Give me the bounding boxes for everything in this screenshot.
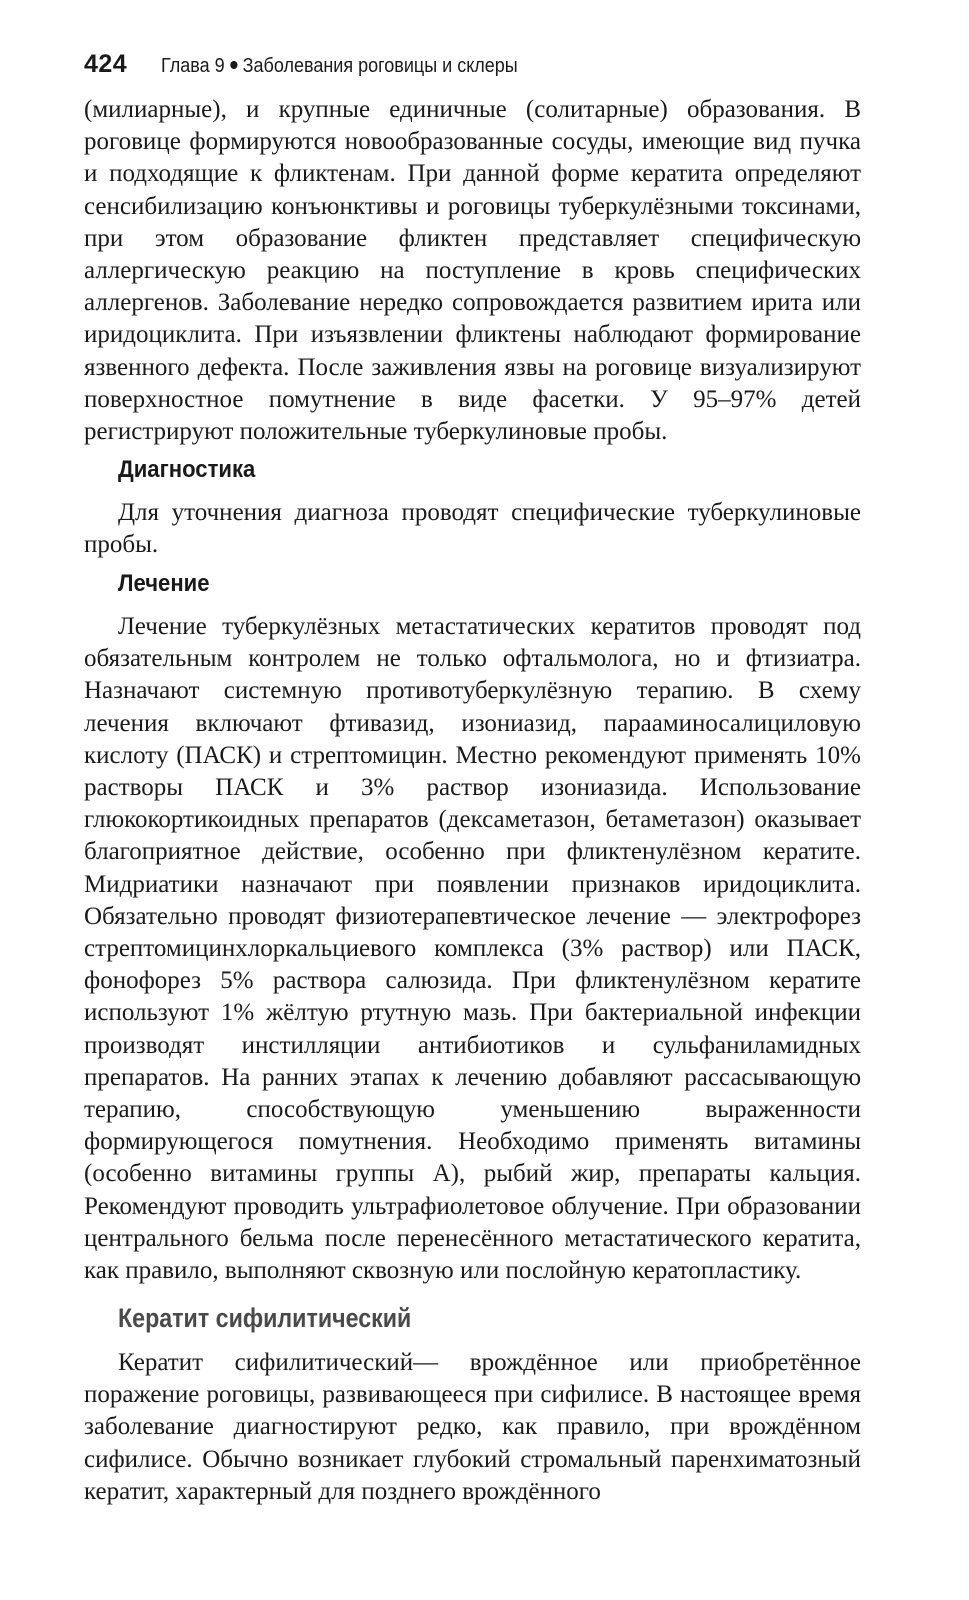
bullet-separator (230, 61, 237, 69)
paragraph-diagnostics: Для уточнения диагноза проводят специфические туберкулиновые пробы. (84, 499, 861, 559)
chapter-title: Заболевания роговицы и склеры (242, 55, 518, 77)
paragraph-intro-continuation: (милиарные), и крупные единичные (солитарные) образования. В роговице формируются новообразованные сосуды, имеющие вид пучка и подходящие к фликтенам. При данной форме кератита определяют сенсибилизацию конъюнктивы и роговицы туберкулёзными токсинами, при этом образование фликтен представляет специфическую аллергическую реакцию на поступление в кровь специфических аллергенов. Заболевание нередко сопровождается развитием ирита или иридоциклита. При изъязвлении фликтены наблюдают формирование язвенного дефекта. После заживления язвы на роговице визуализируют поверхностное помутнение в виде фасетки. У 95–97% детей регистрируют положительные туберкулиновые пробы. (84, 96, 861, 446)
running-head (161, 55, 518, 78)
paragraph-treatment: Лечение туберкулёзных метастатических кератитов проводят под обязательным контролем не только офтальмолога, но и фтизиатра. Назначают системную противотуберкулёзную терапию. В схему лечения включают фтивазид, изониазид, парааминосалициловую кислоту (ПАСК) и стрептомицин. Местно рекомендуют применять 10% растворы ПАСК и 3% раствор изониазида. Использование глюкокортикоидных препаратов (дексаметазон, бетаметазон) оказывает благоприятное действие, особенно при фликтенулёзном кератите. Мидриатики назначают при появлении признаков иридоциклита. Обязательно проводят физиотерапевтическое лечение — электрофорез стрептомицинхлоркальциевого комплекса (3% раствор) или ПАСК, фонофорез 5% раствора салюзида. При фликтенулёзном кератите используют 1% жёлтую ртутную мазь. При бактериальной инфекции производят инстилляции антибиотиков и сульфаниламидных препаратов. На ранних этапах к лечению добавляют рассасывающую терапию, способствующую уменьшению выраженности формирующегося помутнения. Необходимо применять витамины (особенно витамины группы А), рыбий жир, препараты кальция. Рекомендуют проводить ультрафиолетовое облучение. При образовании центрального бельма после перенесённого метастатического кератита, как правило, выполняют сквозную или послойную кератопластику. (84, 613, 861, 1285)
subheading-treatment: Лечение (118, 570, 210, 597)
subheading-diagnostics: Диагностика (118, 456, 256, 483)
page-number: 424 (84, 50, 128, 78)
running-header (84, 50, 884, 84)
section-heading-syphilitic-keratitis: Кератит сифилитический (118, 1303, 412, 1333)
chapter-label: Глава 9 (161, 55, 225, 77)
paragraph-syphilitic-keratitis: Кератит сифилитический— врождённое или приобретённое поражение роговицы, развивающееся при сифилисе. В настоящее время заболевание диагностируют редко, как правило, при врождённом сифилисе. Обычно возникает глубокий стромальный паренхиматозный кератит, характерный для позднего врождённого (84, 1349, 861, 1505)
